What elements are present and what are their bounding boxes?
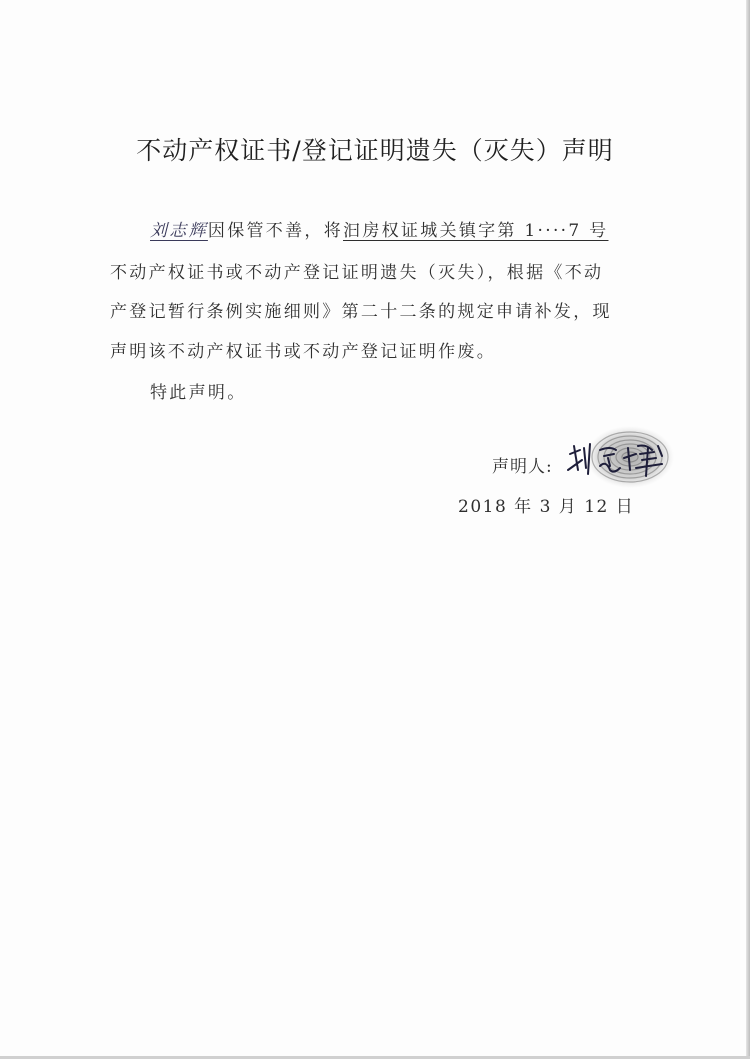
paragraph-line-4: 声明该不动产权证书或不动产登记证明作废。 <box>110 342 496 362</box>
paragraph-line-2: 不动产权证书或不动产登记证明遗失（灭失），根据《不动 <box>110 263 604 283</box>
scan-border-right <box>746 0 750 1059</box>
paragraph-line-1 <box>150 216 608 241</box>
declarant-label: 声明人: <box>492 457 553 477</box>
paragraph-text-a: 因保管不善，将 <box>207 221 344 241</box>
document-date: 2018 年 3 月 12 日 <box>458 497 635 517</box>
document-title: 不动产权证书/登记证明遗失（灭失）声明 <box>136 136 614 165</box>
certificate-number: 汩房权证城关镇字第 1····7 号 <box>343 221 609 241</box>
signature <box>566 440 674 480</box>
handwritten-name: 刘志辉 <box>150 221 208 241</box>
paragraph-line-3: 产登记暂行条例实施细则》第二十二条的规定申请补发，现 <box>110 302 612 322</box>
closing-statement: 特此声明。 <box>150 383 247 403</box>
